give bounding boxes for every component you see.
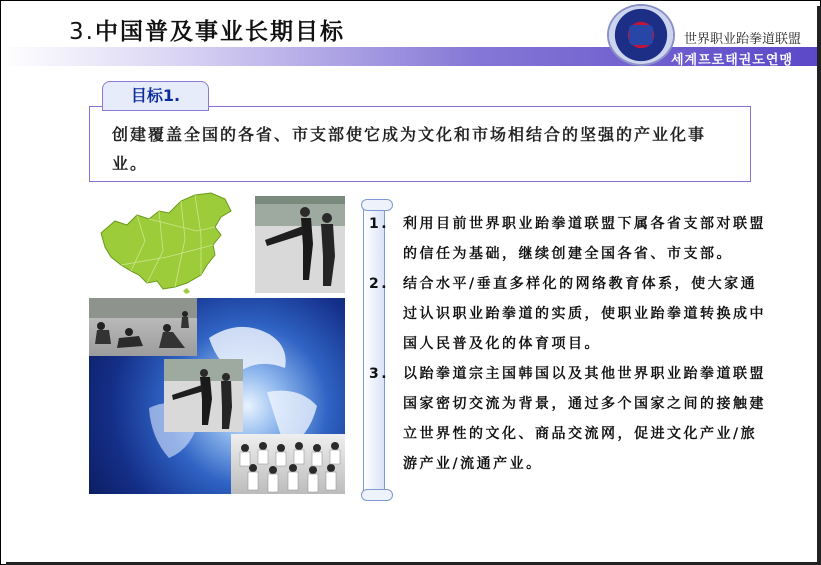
goal-statement: 创建覆盖全国的各省、市支部使它成为文化和市场相结合的坚强的产业化事业。 bbox=[89, 106, 751, 182]
goal-item bbox=[369, 269, 769, 359]
team-photo-figures bbox=[231, 434, 345, 494]
logo-emblem bbox=[629, 25, 653, 45]
item-number: 3. bbox=[369, 366, 390, 382]
org-name-korean: 세계프로태권도연맹 bbox=[671, 53, 794, 68]
team-photo bbox=[231, 434, 345, 494]
item-number: 1. bbox=[369, 216, 390, 232]
group-training-figures bbox=[89, 298, 197, 356]
item-text: 利用目前世界职业跆拳道联盟下属各省支部对联盟的信任为基础，继续创建全国各省、市支部。 bbox=[403, 216, 766, 262]
title-number: 3. bbox=[69, 19, 95, 45]
item-number: 2. bbox=[369, 276, 390, 292]
slide-shadow-right bbox=[817, 6, 821, 565]
china-map-shape bbox=[97, 191, 235, 295]
kick-photo-figures bbox=[255, 196, 345, 293]
kick-photo-2-figures bbox=[164, 359, 243, 432]
kick-photo bbox=[255, 196, 345, 293]
kick-photo-2 bbox=[164, 359, 243, 432]
org-name-chinese: 世界职业跆拳道联盟 bbox=[684, 32, 802, 47]
goal-item bbox=[369, 359, 769, 479]
china-map-image bbox=[97, 191, 235, 295]
item-text: 以跆拳道宗主国韩国以及其他世界职业跆拳道联盟国家密切交流为背景，通过多个国家之间的接触建立世界性的文化、商品交流网，促进文化产业/旅游产业/流通产业。 bbox=[403, 366, 766, 472]
group-training-photo bbox=[89, 298, 197, 356]
scroll-bottom-roll bbox=[361, 489, 393, 501]
slide-title bbox=[69, 13, 345, 46]
federation-logo bbox=[609, 6, 673, 64]
goal-item bbox=[369, 209, 769, 269]
goal-items-list bbox=[369, 209, 769, 479]
goal-tab: 目标1. bbox=[102, 81, 209, 111]
title-text: 中国普及事业长期目标 bbox=[94, 19, 345, 45]
item-text: 结合水平/垂直多样化的网络教育体系，使大家通过认识职业跆拳道的实质，使职业跆拳道转换成中国人民普及化的体育项目。 bbox=[403, 276, 766, 352]
